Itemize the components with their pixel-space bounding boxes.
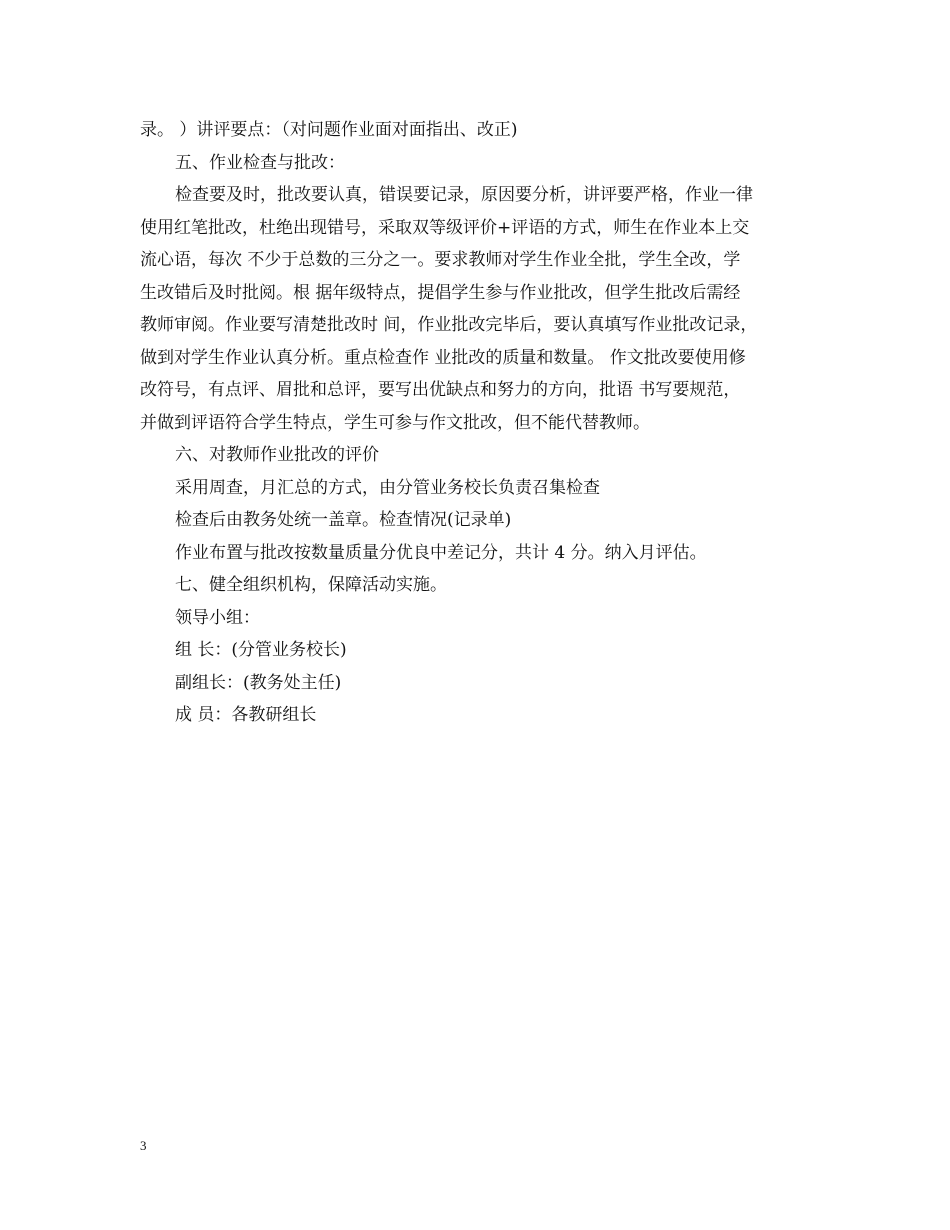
document-body — [140, 114, 830, 732]
paragraph-inspection-and-grading — [140, 179, 830, 439]
paragraph-line: 教师审阅。作业要写清楚批改时 间，作业批改完毕后，要认真填写作业批改记录， — [140, 315, 758, 335]
paragraph-line: 作业布置与批改按数量质量分优良中差记分，共计 4 分。纳入月评估。 — [175, 542, 707, 563]
paragraph-line: 采用周查，月汇总的方式，由分管业务校长负责召集检查 — [175, 477, 600, 498]
paragraph-line: 流心语，每次 不少于总数的三分之一。要求教师对学生作业全批，学生全改，学 — [140, 250, 741, 270]
paragraph-line: 检查要及时，批改要认真，错误要记录，原因要分析，讲评要严格，作业一律 — [175, 185, 753, 205]
section-heading: 七、健全组织机构，保障活动实施。 — [175, 575, 447, 595]
group-leader-line: 组 长：(分管业务校长) — [175, 640, 347, 660]
paragraph-line: 改符号，有点评、眉批和总评，要写出优缺点和努力的方向，批语 书写要规范， — [140, 380, 741, 400]
members-line: 成 员：各教研组长 — [175, 705, 317, 725]
paragraph-line: 检查后由教务处统一盖章。检查情况(记录单) — [175, 510, 512, 530]
page-number: 3 — [140, 1138, 147, 1153]
section-heading: 六、对教师作业批改的评价 — [175, 445, 379, 465]
deputy-leader-line: 副组长：(教务处主任) — [175, 672, 342, 693]
paragraph-line: 使用红笔批改，杜绝出现错号，采取双等级评价+评语的方式，师生在作业本上交 — [140, 217, 750, 238]
paragraph-line: 录。 ）讲评要点：（对问题作业面对面指出、改正) — [140, 120, 518, 140]
paragraph-line: 并做到评语符合学生特点，学生可参与作文批改，但不能代替教师。 — [140, 412, 650, 433]
paragraph-line: 领导小组： — [175, 607, 260, 628]
section-heading: 五、作业检查与批改： — [175, 152, 345, 173]
paragraph-line: 生改错后及时批阅。根 据年级特点，提倡学生参与作业批改，但学生批改后需经 — [140, 282, 741, 303]
paragraph-line: 做到对学生作业认真分析。重点检查作 业批改的质量和数量。 作文批改要使用修 — [140, 347, 746, 368]
